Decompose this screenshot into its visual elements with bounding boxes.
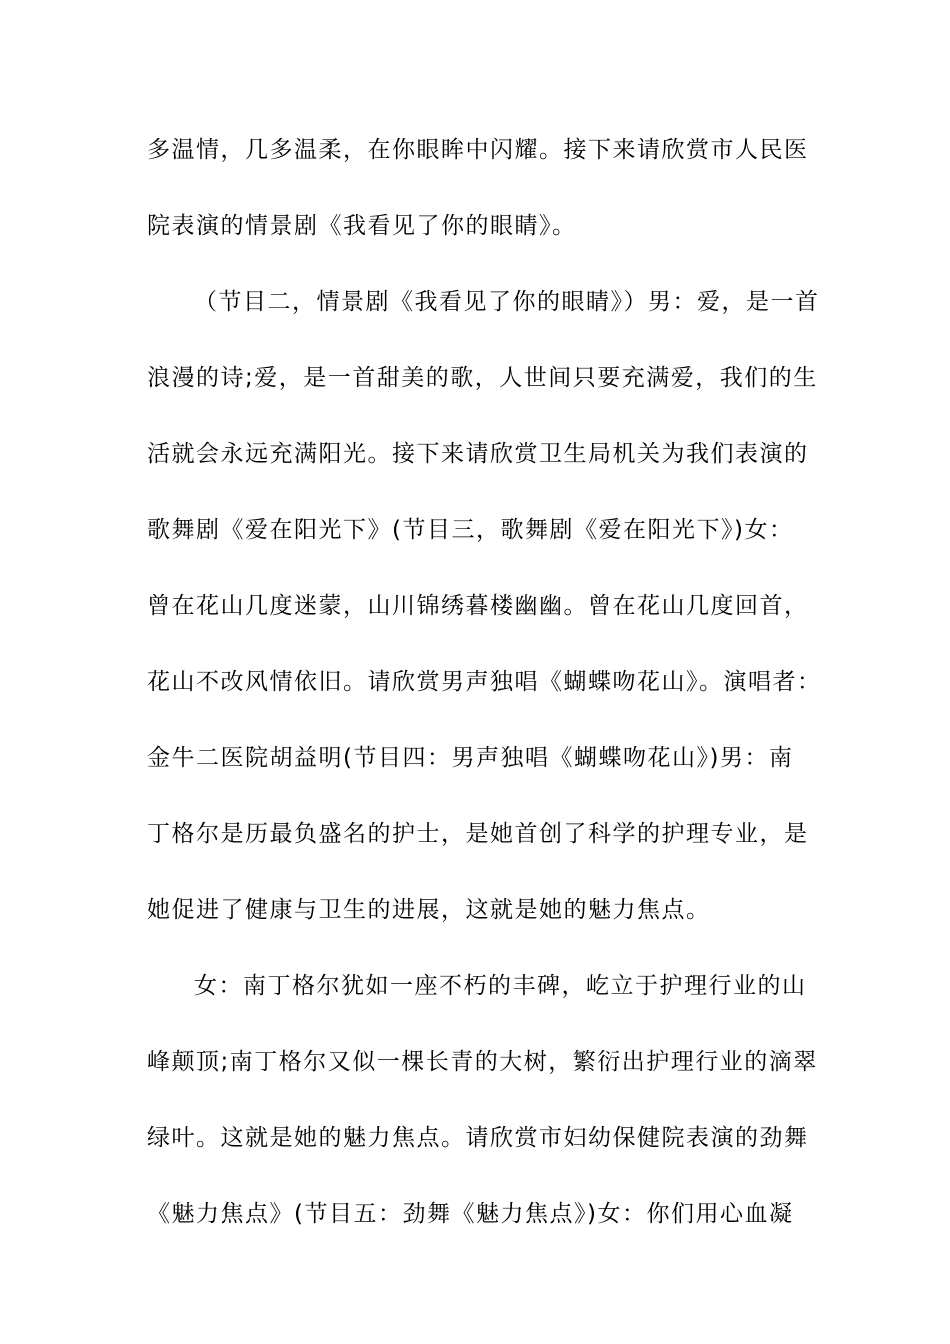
text-line: 浪漫的诗;爱，是一首甜美的歌，人世间只要充满爱，我们的生 (147, 365, 818, 391)
document-body (147, 128, 822, 1268)
text-line: 多温情，几多温柔，在你眼眸中闪耀。接下来请欣赏市人民医 (147, 137, 809, 163)
text-line: 金牛二医院胡益明(节目四：男声独唱《蝴蝶吻花山》)男：南 (147, 745, 794, 771)
text-line: 女：南丁格尔犹如一座不朽的丰碑，屹立于护理行业的山 (194, 973, 807, 999)
text-line: （节目二，情景剧《我看见了你的眼睛》）男：爱，是一首 (194, 289, 820, 315)
text-line: 歌舞剧《爱在阳光下》(节目三，歌舞剧《爱在阳光下》)女： (147, 517, 794, 543)
text-line: 院表演的情景剧《我看见了你的眼睛》。 (147, 213, 577, 239)
text-line: 绿叶。这就是她的魅力焦点。请欣赏市妇幼保健院表演的劲舞 (147, 1125, 809, 1151)
text-line: 花山不改风情依旧。请欣赏男声独唱《蝴蝶吻花山》。演唱者： (147, 669, 822, 695)
text-line: 曾在花山几度迷蒙，山川锦绣暮楼幽幽。曾在花山几度回首， (147, 593, 809, 619)
text-line: 活就会永远充满阳光。接下来请欣赏卫生局机关为我们表演的 (147, 441, 809, 467)
text-line: 《魅力焦点》(节目五：劲舞《魅力焦点》)女：你们用心血凝 (147, 1201, 794, 1227)
text-line: 她促进了健康与卫生的进展，这就是她的魅力焦点。 (147, 897, 711, 923)
text-line: 丁格尔是历最负盛名的护士，是她首创了科学的护理专业，是 (147, 821, 809, 847)
text-line: 峰颠顶;南丁格尔又似一棵长青的大树，繁衍出护理行业的滴翠 (147, 1049, 818, 1075)
